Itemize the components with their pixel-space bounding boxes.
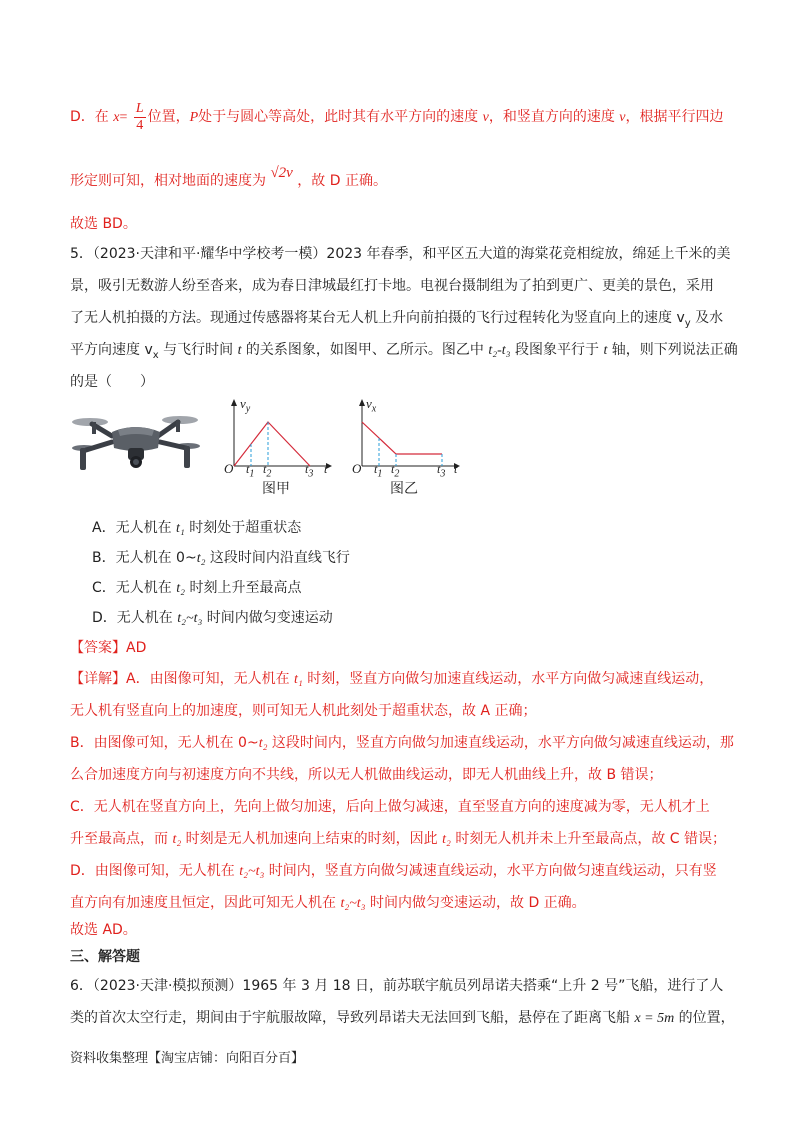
q5-stem-line2: 景，吸引无数游人纷至沓来，成为春日津城最红打卡地。电视台摄制组为了拍到更广、更美的景色，采用 bbox=[70, 278, 714, 294]
graph-yi-t2 bbox=[391, 462, 399, 479]
text: 形定则可知，相对地面的速度为 bbox=[70, 173, 266, 189]
option-a bbox=[92, 518, 301, 539]
graph-yi-origin: O bbox=[352, 461, 362, 476]
text: 段图象平行于 bbox=[510, 342, 604, 358]
text: 处于与圆心等高处，此时其有水平方向的速度 bbox=[198, 109, 479, 125]
eq-x-5m: x = 5m bbox=[634, 1011, 675, 1026]
var-t1: t₁ bbox=[294, 672, 303, 687]
text: 这段时间内沿直线飞行 bbox=[205, 550, 350, 566]
text: D．由图像可知，无人机在 bbox=[70, 863, 240, 879]
graph-yi-t3 bbox=[437, 462, 445, 479]
frac-den: 4 bbox=[136, 117, 144, 133]
text: ，故 D 正确。 bbox=[297, 173, 387, 189]
vy-curve bbox=[234, 422, 310, 466]
sub-x: x bbox=[152, 349, 159, 361]
prev-answer-d-line1: D．在 x= $\frac{L}{4}$ 位置，P处于与圆心等高处，此时其有水平方向的速度 v，和竖直方向的速度 v，根据平行四边 bbox=[70, 100, 724, 133]
var-p: P bbox=[189, 110, 199, 125]
text: 时刻处于超重状态 bbox=[184, 520, 302, 536]
prev-answer-d-line2 bbox=[70, 163, 387, 199]
t: t bbox=[305, 462, 309, 476]
text: 的关系图象，如图甲、乙所示。图乙中 bbox=[241, 342, 489, 358]
var-t1: t₁ bbox=[176, 521, 185, 536]
q5-answer: 【答案】AD bbox=[70, 640, 147, 656]
sub: y bbox=[245, 403, 251, 415]
prev-choose-bd: 故选 BD。 bbox=[70, 216, 137, 232]
q5-stem-line3 bbox=[70, 308, 723, 334]
v: v bbox=[240, 396, 246, 411]
t: t bbox=[246, 462, 250, 476]
q5-stem-line1: 5．（2023·天津和平·耀华中学校考一模）2023 年春季，和平区五大道的海棠花竞相绽放，绵延上千米的美 bbox=[70, 246, 731, 262]
text: 升至最高点，而 bbox=[70, 831, 173, 847]
q5-detail-line1 bbox=[70, 669, 713, 690]
sub: 2 bbox=[266, 468, 272, 480]
text: 【详解】A．由图像可知，无人机在 bbox=[70, 671, 295, 687]
text: 平方向速度 v bbox=[70, 342, 153, 358]
graph-jia bbox=[222, 398, 334, 476]
q5-detail-line8 bbox=[70, 893, 586, 914]
frac-num: L bbox=[135, 100, 144, 116]
sub-y: y bbox=[684, 317, 691, 329]
text: ，根据平行四边 bbox=[625, 109, 724, 125]
option-d bbox=[92, 608, 333, 629]
var-t2: t₂ bbox=[176, 581, 185, 596]
text: 及水 bbox=[690, 310, 724, 326]
graph-yi-ylabel bbox=[366, 396, 376, 415]
graph-jia-caption: 图甲 bbox=[262, 481, 290, 497]
graph-jia-t1 bbox=[246, 462, 254, 479]
text: A．无人机在 bbox=[92, 520, 177, 536]
text: C．无人机在 bbox=[92, 580, 177, 596]
text: 时间内做匀变速运动 bbox=[202, 610, 333, 626]
graph-yi-t1 bbox=[374, 462, 382, 479]
option-c bbox=[92, 578, 301, 599]
graph-jia-origin: O bbox=[224, 461, 234, 476]
y-axis-arrow bbox=[359, 399, 365, 406]
q5-detail-line4: 么合加速度方向与初速度方向不共线，所以无人机做曲线运动，即无人机曲线上升，故 B 错误； bbox=[70, 767, 663, 783]
q5-detail-line6 bbox=[70, 829, 726, 850]
var-t2: t₂ bbox=[442, 832, 451, 847]
q6-line1: 6．（2023·天津·模拟预测）1965 年 3 月 18 日，前苏联宇航员列昂诺夫搭乘“上升 2 号”飞船，进行了人 bbox=[70, 978, 724, 994]
var-t2: t₂ bbox=[172, 832, 182, 847]
t: t bbox=[374, 462, 378, 476]
text: D．在 bbox=[70, 109, 109, 125]
text: B．无人机在 0~ bbox=[92, 550, 197, 566]
sub: 3 bbox=[440, 468, 446, 480]
var-t2: t₂ bbox=[196, 551, 206, 566]
var-t2: t₂ bbox=[258, 736, 268, 751]
graph-jia-ylabel bbox=[240, 396, 250, 415]
text: 这段时间内，竖直方向做匀加速直线运动，水平方向做匀减速直线运动，那 bbox=[267, 735, 734, 751]
q5-detail-line7 bbox=[70, 861, 717, 882]
text: 直方向有加速度且恒定，因此可知无人机在 bbox=[70, 895, 341, 911]
graph-jia-t2 bbox=[263, 462, 271, 479]
text: 的位置， bbox=[674, 1010, 735, 1026]
text: 时间内，竖直方向做匀减速直线运动，水平方向做匀速直线运动，只有竖 bbox=[264, 863, 717, 879]
t: t bbox=[391, 462, 395, 476]
text: 类的首次太空行走，期间由于宇航服故障，导致列昂诺夫无法回到飞船，悬停在了距离飞船 bbox=[70, 1010, 635, 1026]
var-v: v bbox=[619, 110, 626, 125]
t: t bbox=[263, 462, 267, 476]
sub: 1 bbox=[377, 468, 383, 480]
fraction-l-over-4 bbox=[134, 101, 146, 134]
v: v bbox=[366, 396, 372, 411]
var-t: t bbox=[237, 343, 242, 358]
var-t: t bbox=[603, 343, 608, 358]
var-t2-t3: t₂~t₃ bbox=[239, 864, 265, 879]
sub: 3 bbox=[308, 468, 314, 480]
q5-detail-line2: 无人机有竖直向上的加速度，则可知无人机此刻处于超重状态，故 A 正确； bbox=[70, 703, 537, 719]
text: ，和竖直方向的速度 bbox=[488, 109, 615, 125]
sqrt2-v: √2v bbox=[270, 165, 293, 181]
text: B．由图像可知，无人机在 0~ bbox=[70, 735, 259, 751]
t: t bbox=[437, 462, 441, 476]
text: 与飞行时间 bbox=[158, 342, 238, 358]
sub: x bbox=[371, 403, 377, 415]
q5-stem-line5: 的是（ ） bbox=[70, 374, 154, 390]
graph-jia-t3 bbox=[305, 462, 313, 479]
seg-t2-t3: t₂-t₃ bbox=[488, 343, 511, 358]
var-x: x bbox=[113, 110, 120, 125]
drone-image bbox=[72, 408, 200, 476]
q5-detail-line5: C．无人机在竖直方向上，先向上做匀加速，后向上做匀减速，直至竖直方向的速度减为零，无人机才上 bbox=[70, 799, 710, 815]
var-v: v bbox=[482, 110, 489, 125]
graph-jia-t-axis-label: t bbox=[324, 462, 328, 476]
text: D．无人机在 bbox=[92, 610, 178, 626]
text: 轴，则下列说法正确 bbox=[607, 342, 738, 358]
sub: 1 bbox=[249, 468, 255, 480]
q6-line2 bbox=[70, 1008, 735, 1029]
q5-stem-line4 bbox=[70, 340, 738, 366]
y-axis-arrow bbox=[231, 399, 237, 406]
text: 位置， bbox=[147, 109, 190, 125]
text: 时刻，竖直方向做匀加速直线运动，水平方向做匀减速直线运动， bbox=[302, 671, 714, 687]
text: 时刻上升至最高点 bbox=[185, 580, 302, 596]
var-t2-t3: t₂~t₃ bbox=[340, 896, 366, 911]
graph-yi-caption: 图乙 bbox=[390, 481, 418, 497]
sub: 2 bbox=[394, 468, 400, 480]
var-t2-t3: t₂~t₃ bbox=[177, 611, 203, 626]
q5-choose-ad: 故选 AD。 bbox=[70, 922, 137, 938]
graph-yi-t-axis-label: t bbox=[454, 462, 458, 476]
footer-text: 资料收集整理【淘宝店铺：向阳百分百】 bbox=[70, 1051, 305, 1066]
text: 时刻是无人机加速向上结束的时刻，因此 bbox=[181, 831, 443, 847]
option-b bbox=[92, 548, 350, 569]
vx-curve bbox=[362, 422, 442, 454]
text: 时间内做匀变速运动，故 D 正确。 bbox=[365, 895, 586, 911]
text: 时刻无人机并未上升至最高点，故 C 错误； bbox=[450, 831, 727, 847]
text: 了无人机拍摄的方法。现通过传感器将某台无人机上升向前拍摄的飞行过程转化为竖直向上的速度 v bbox=[70, 310, 685, 326]
q5-detail-line3 bbox=[70, 733, 734, 754]
section-heading: 三、解答题 bbox=[70, 949, 140, 965]
